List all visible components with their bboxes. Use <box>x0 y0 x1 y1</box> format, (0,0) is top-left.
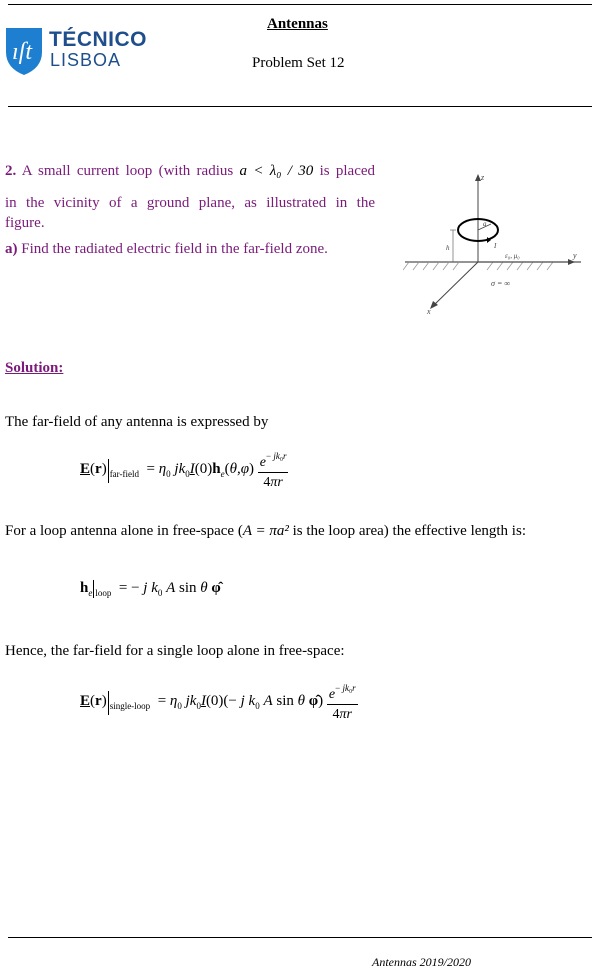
header-bottom-rule <box>8 106 592 107</box>
svg-text:σ = ∞: σ = ∞ <box>491 279 511 288</box>
problem-line1-pre: A small current loop (with radius <box>21 163 234 179</box>
problem-statement <box>5 161 375 259</box>
svg-text:ε₀, μ₀: ε₀, μ₀ <box>505 252 520 260</box>
eq1-subscript: far-field <box>109 468 139 479</box>
problem-line1-post: is placed <box>319 163 376 179</box>
header-top-rule <box>8 4 592 5</box>
footer-rule <box>8 937 592 938</box>
svg-text:I: I <box>494 242 497 250</box>
logo-text-top: TÉCNICO <box>49 28 147 51</box>
logo-text-bottom: LISBOA <box>50 50 122 70</box>
svg-text:x: x <box>427 307 431 316</box>
p2-post: is the loop area) the effective length is: <box>292 523 526 539</box>
loop-ground-plane-figure <box>403 168 583 318</box>
eq3-subscript: single-loop <box>109 700 151 711</box>
svg-text:a: a <box>483 220 487 228</box>
svg-text:ıſt: ıſt <box>12 39 33 65</box>
equation-far-field: E(r) $_{far-field} = \eta_0$ $jk_0I(0)h_e(\theta,\varphi)$ $\frac{e^{- jk_0r}}{4\pi r}$ <box>80 447 288 492</box>
footer-text: Antennas 2019/2020 <box>372 955 471 969</box>
solution-paragraph-1: The far-field of any antenna is expressed by <box>5 414 269 430</box>
document-title: Antennas <box>267 16 328 32</box>
svg-text:y: y <box>573 251 577 260</box>
problem-radius-condition: a < λ₀ / 30 <box>239 163 314 179</box>
svg-text:z: z <box>481 173 485 182</box>
solution-paragraph-2 <box>5 523 526 540</box>
problem-part-label: a) <box>5 241 18 257</box>
document-subtitle: Problem Set 12 <box>252 55 345 71</box>
solution-paragraph-3: Hence, the far-field for a single loop alone in free-space: <box>5 643 345 659</box>
equation-effective-length: $h_e$ $_{loop}$ = − j $k_0$ A sin θ φ̂ <box>80 580 221 598</box>
eq2-subscript: loop <box>95 588 112 598</box>
problem-part-text: Find the radiated electric field in the far-field zone. <box>21 241 328 257</box>
tecnico-lisboa-logo <box>4 26 147 78</box>
shield-icon <box>4 26 44 76</box>
solution-heading: Solution: <box>5 360 64 376</box>
problem-line3: figure. <box>5 215 45 231</box>
equation-single-loop-far-field: E(r) $_{single-loop} = \eta_0$ $jk_0I(0)(- j$ $k_0$ A sin θ φ̂) $\frac{e^{- jk_0r}}{4\pi r}$ <box>80 679 358 724</box>
problem-line2: in the vicinity of a ground plane, as illustrated in the <box>5 195 375 211</box>
p2-pre: For a loop antenna alone in free-space ( <box>5 523 243 539</box>
problem-number: 2. <box>5 163 17 179</box>
svg-text:h: h <box>446 244 450 252</box>
loop-area-expression: A = πa² <box>242 523 289 539</box>
